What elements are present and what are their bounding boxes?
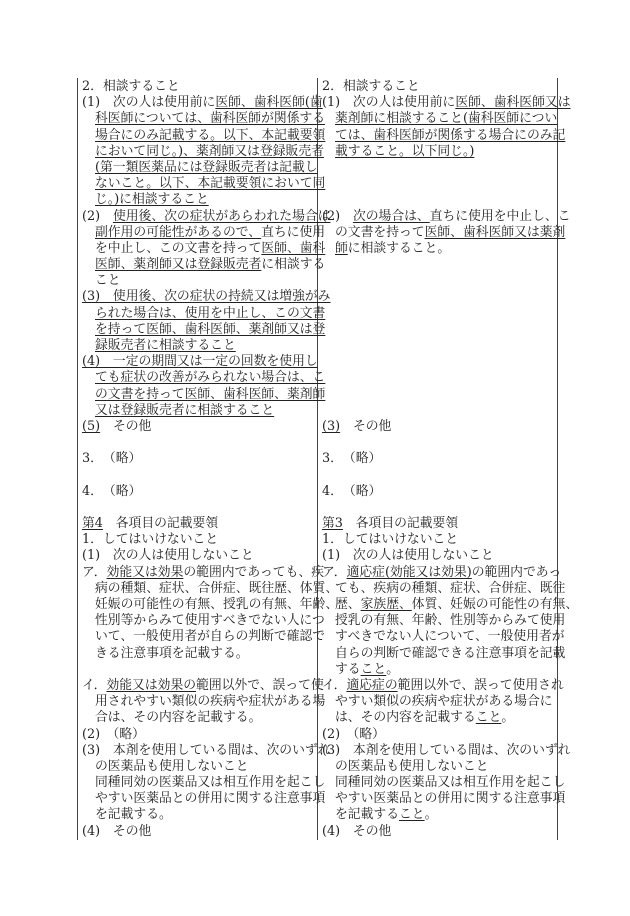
text-line — [82, 143, 324, 160]
text-line — [322, 144, 554, 160]
table-divider — [317, 78, 318, 840]
text-line — [322, 597, 579, 613]
text-line — [82, 613, 325, 629]
underlined-text: 第3 — [322, 516, 343, 532]
text-segment: に相談する — [261, 257, 326, 273]
text-line — [322, 435, 554, 451]
text-segment: 1．してはいけないこと — [82, 532, 219, 548]
text-line — [322, 79, 554, 95]
text-segment: こと — [95, 273, 121, 289]
text-segment: 4． （略） — [82, 483, 142, 499]
text-segment: する — [335, 661, 361, 677]
text-line — [322, 419, 554, 435]
text-segment: 性別等からみて使用すべきでない人につ — [95, 613, 325, 629]
underlined-text: 師 — [335, 240, 348, 256]
underlined-text: 場合にのみ記載する。以下、本記載要領 — [95, 127, 326, 143]
underlined-text: 医師、歯科医師(歯 — [215, 95, 323, 111]
underlined-text: を持って医師、歯科医師、薬剤師又は登 — [95, 321, 326, 337]
text-line — [82, 159, 318, 176]
text-line — [82, 386, 326, 403]
text-segment: (1) 次の人は使用前に — [322, 95, 456, 111]
text-segment: 範囲以外で、誤って使 — [196, 677, 324, 693]
text-line — [82, 338, 314, 354]
text-line — [322, 580, 566, 597]
text-line — [322, 742, 571, 759]
text-segment: (2) （略） — [322, 726, 385, 742]
text-line — [322, 322, 554, 338]
text-line — [82, 127, 326, 144]
underlined-text: ては、歯科医師が関係する場合にのみ記 — [335, 127, 566, 143]
text-line — [322, 548, 554, 564]
text-segment: やすい医薬品との併用に関する注意事項 — [95, 791, 326, 807]
text-segment: すべきでない人について、一般使用者が — [335, 629, 565, 645]
text-segment: (1) 次の人は使用しないこと — [322, 548, 494, 564]
table-border-left — [77, 78, 78, 840]
text-line — [322, 516, 554, 532]
text-segment: イ． — [82, 677, 107, 693]
text-segment: (4) その他 — [82, 823, 152, 839]
text-line — [322, 645, 566, 662]
text-line — [82, 548, 314, 564]
text-line — [82, 208, 331, 225]
text-line — [82, 662, 314, 678]
text-segment: 2．相談すること — [82, 79, 180, 94]
text-line — [82, 305, 326, 322]
text-segment: 病の種類、症状、合併症、既往歴、体質、 — [95, 580, 339, 596]
text-line — [82, 677, 324, 694]
text-segment: 歴、 — [335, 597, 361, 612]
text-line — [322, 160, 554, 176]
underlined-text: 効能又は効果の — [106, 677, 197, 693]
underlined-text: られた場合は、使用を中止し、この文書 — [95, 305, 326, 321]
text-line — [82, 79, 314, 95]
text-line — [322, 289, 554, 305]
text-line — [322, 387, 554, 403]
text-line — [322, 629, 565, 645]
text-line — [322, 192, 554, 208]
text-line — [322, 484, 554, 500]
text-segment: の医薬品も使用しないこと — [335, 758, 489, 774]
text-segment: 2．相談すること — [322, 79, 420, 94]
underlined-text: 次の場合は、 — [352, 208, 430, 224]
underlined-text: 医師、歯科医師又は薬剤 — [424, 224, 566, 240]
underlined-text: ても症状の改善がみられない場合は、こ — [95, 370, 326, 386]
text-line — [82, 824, 314, 840]
text-line — [82, 95, 323, 111]
text-segment: 1．してはいけないこと — [322, 532, 459, 548]
text-line — [322, 727, 554, 743]
text-segment: (2) — [82, 208, 113, 224]
underlined-text: 医師、歯科医師又は — [455, 95, 571, 111]
text-line — [322, 451, 554, 467]
text-line — [322, 613, 566, 629]
text-segment: (3) 本剤を使用している間は、次のいずれ — [82, 742, 331, 758]
text-line — [82, 516, 314, 532]
text-line — [82, 807, 314, 823]
text-segment: (2) （略） — [82, 726, 145, 742]
text-line — [322, 257, 554, 273]
text-line — [82, 435, 314, 451]
text-segment: 同種同効の医薬品又は相互作用を起こし — [335, 775, 566, 791]
text-segment: やすい医薬品との併用に関する注意事項 — [335, 791, 566, 807]
text-line — [82, 289, 331, 305]
text-segment: 授乳の有無、年齢、性別等からみて使用 — [335, 613, 566, 629]
text-line — [82, 192, 314, 208]
underlined-text: じ。)に相談すること — [95, 192, 209, 208]
text-segment: の医薬品も使用しないこと — [95, 758, 249, 774]
text-line — [322, 677, 564, 694]
underlined-text: ないこと。以下、本記載要領において同 — [95, 176, 326, 192]
text-line — [82, 710, 314, 726]
text-line — [322, 224, 566, 241]
text-segment: 用されやすい類似の疾病や症状がある場 — [95, 694, 326, 710]
text-line — [322, 807, 554, 823]
text-line — [322, 532, 554, 548]
text-line — [82, 727, 314, 743]
text-segment: その他 — [340, 418, 392, 434]
text-line — [322, 273, 554, 289]
text-segment: は、その内容を記載する — [335, 710, 476, 726]
underlined-text: 適応症(効能又は効果) — [346, 564, 472, 580]
text-segment: (3) 本剤を使用している間は、次のいずれ — [322, 742, 571, 758]
text-line — [82, 370, 326, 386]
text-line — [82, 468, 314, 484]
text-line — [82, 257, 326, 273]
text-line — [322, 500, 554, 516]
text-line — [322, 306, 554, 322]
text-line — [82, 580, 339, 597]
text-line — [82, 321, 326, 338]
text-line — [322, 694, 554, 710]
underlined-text: (3) 使用後、次の症状の持続又は増強がみ — [82, 289, 331, 305]
text-segment: の文書を持って — [335, 224, 425, 240]
underlined-text: (4) 一定の期間又は一定の回数を使用し — [82, 354, 318, 370]
text-segment: ア． — [322, 564, 347, 580]
text-segment: 3． （略） — [322, 451, 382, 467]
text-line — [322, 241, 554, 257]
underlined-text: 載すること。以下同じ。) — [335, 143, 475, 159]
text-segment: (1) 次の人は使用前に — [82, 95, 216, 111]
text-segment: を記載する。 — [95, 807, 172, 823]
underlined-text: 医師、歯科 — [261, 240, 326, 256]
underlined-text: 適応症の — [346, 677, 398, 693]
text-segment: その他 — [100, 418, 152, 434]
text-line — [322, 370, 554, 386]
text-line — [82, 742, 331, 759]
table-border-right — [557, 78, 558, 840]
underlined-text: 医師、薬剤師又は登録販売者 — [95, 257, 262, 273]
text-segment: (1) 次の人は使用しないこと — [82, 548, 254, 564]
text-segment: の範囲内であっても、疾 — [183, 564, 324, 580]
text-line — [322, 127, 566, 144]
text-line — [82, 354, 318, 370]
text-segment: 体質、妊娠の可能性の有無、 — [411, 597, 579, 612]
text-line — [82, 240, 326, 257]
text-line — [322, 354, 554, 370]
text-segment: 自らの判断で確認できる注意事項を記載 — [335, 645, 566, 661]
underlined-text: において同じ。)、薬剤師又は登録販売者 — [95, 143, 324, 159]
text-line — [322, 791, 566, 807]
text-segment: の範囲内であっ — [471, 564, 562, 580]
text-line — [322, 111, 558, 127]
underlined-text: (3) — [322, 418, 341, 434]
underlined-text: こと — [475, 710, 502, 726]
text-line — [82, 500, 314, 516]
text-segment: きる注意事項を記載する。 — [95, 645, 249, 661]
text-line — [322, 775, 566, 791]
text-segment: 各項目の記載要領 — [102, 516, 219, 532]
text-line — [82, 111, 326, 127]
text-line — [322, 176, 554, 192]
text-line — [322, 710, 554, 726]
text-segment: を中止し、この文書を持って — [95, 240, 262, 256]
text-segment: 。 — [501, 710, 515, 726]
underlined-text: 使用後、次の症状があらわれた場合は — [112, 208, 331, 224]
text-segment: 3． （略） — [82, 451, 142, 467]
underlined-text: (第一類医薬品には登録販売者は記載し — [95, 159, 318, 175]
text-line — [322, 564, 562, 581]
text-line — [82, 759, 314, 775]
underlined-text: 録販売者に相談すること — [95, 338, 236, 353]
text-segment: 4． （略） — [322, 483, 382, 499]
text-segment: 。 — [424, 807, 438, 823]
text-segment: 直ちに使用を中止し、こ — [429, 208, 571, 224]
current-text-column — [322, 79, 579, 840]
text-line — [322, 468, 554, 484]
text-segment: 妊娠の可能性の有無、授乳の有無、年齢、 — [95, 597, 339, 612]
text-segment: に相談すること。 — [347, 240, 451, 256]
text-segment: を記載する — [335, 807, 399, 823]
underlined-text: 副作用の可能性があるので、 — [95, 224, 262, 240]
text-line — [82, 484, 314, 500]
text-line — [322, 759, 554, 775]
text-line — [82, 176, 326, 192]
text-segment: イ． — [322, 677, 347, 693]
underlined-text: こと — [398, 807, 425, 823]
text-line — [82, 694, 326, 710]
text-line — [322, 824, 554, 840]
text-segment: 直ちに使用 — [261, 224, 326, 240]
text-segment: ア． — [82, 564, 107, 580]
text-line — [82, 597, 339, 613]
text-segment: いて、一般使用者が自らの判断で確認で — [95, 629, 326, 645]
text-line — [322, 338, 554, 354]
text-segment: 合は、その内容を記載する。 — [95, 710, 262, 726]
text-line — [82, 273, 314, 289]
underlined-text: 効能又は効果 — [106, 564, 184, 580]
text-line — [82, 775, 326, 791]
underlined-text: 薬剤師に相談すること(歯科医師につい — [335, 111, 558, 127]
text-line — [82, 451, 314, 467]
text-line — [82, 564, 324, 581]
text-segment: 。 — [386, 661, 399, 677]
text-segment: 各項目の記載要領 — [342, 516, 459, 532]
text-segment: ても、疾病の種類、症状、合併症、既往 — [335, 580, 566, 596]
text-line — [322, 403, 554, 419]
text-segment: (2) — [322, 208, 353, 224]
underlined-text: こと — [360, 661, 387, 677]
underlined-text: 科医師については、歯科医師が関係する — [95, 111, 326, 127]
text-segment: やすい類似の疾病や症状がある場合に — [335, 694, 553, 710]
text-line — [82, 791, 326, 807]
underlined-text: 家族歴、 — [360, 597, 412, 612]
text-line — [322, 208, 571, 225]
text-line — [82, 419, 314, 435]
text-segment: (4) その他 — [322, 823, 392, 839]
text-line — [82, 403, 314, 419]
text-line — [82, 646, 314, 662]
text-line — [82, 224, 326, 241]
text-line — [322, 95, 571, 111]
underlined-text: 又は登録販売者に相談すること — [95, 402, 275, 418]
text-segment: 範囲以外で、誤って使用され — [397, 677, 564, 693]
text-line — [82, 629, 326, 645]
text-line — [322, 662, 554, 678]
text-line — [82, 532, 314, 548]
text-segment: 同種同効の医薬品又は相互作用を起こし — [95, 775, 326, 791]
underlined-text: (5) — [82, 418, 101, 434]
underlined-text: の文書を持って医師、歯科医師、薬剤師 — [95, 386, 326, 402]
underlined-text: 第4 — [82, 516, 103, 532]
